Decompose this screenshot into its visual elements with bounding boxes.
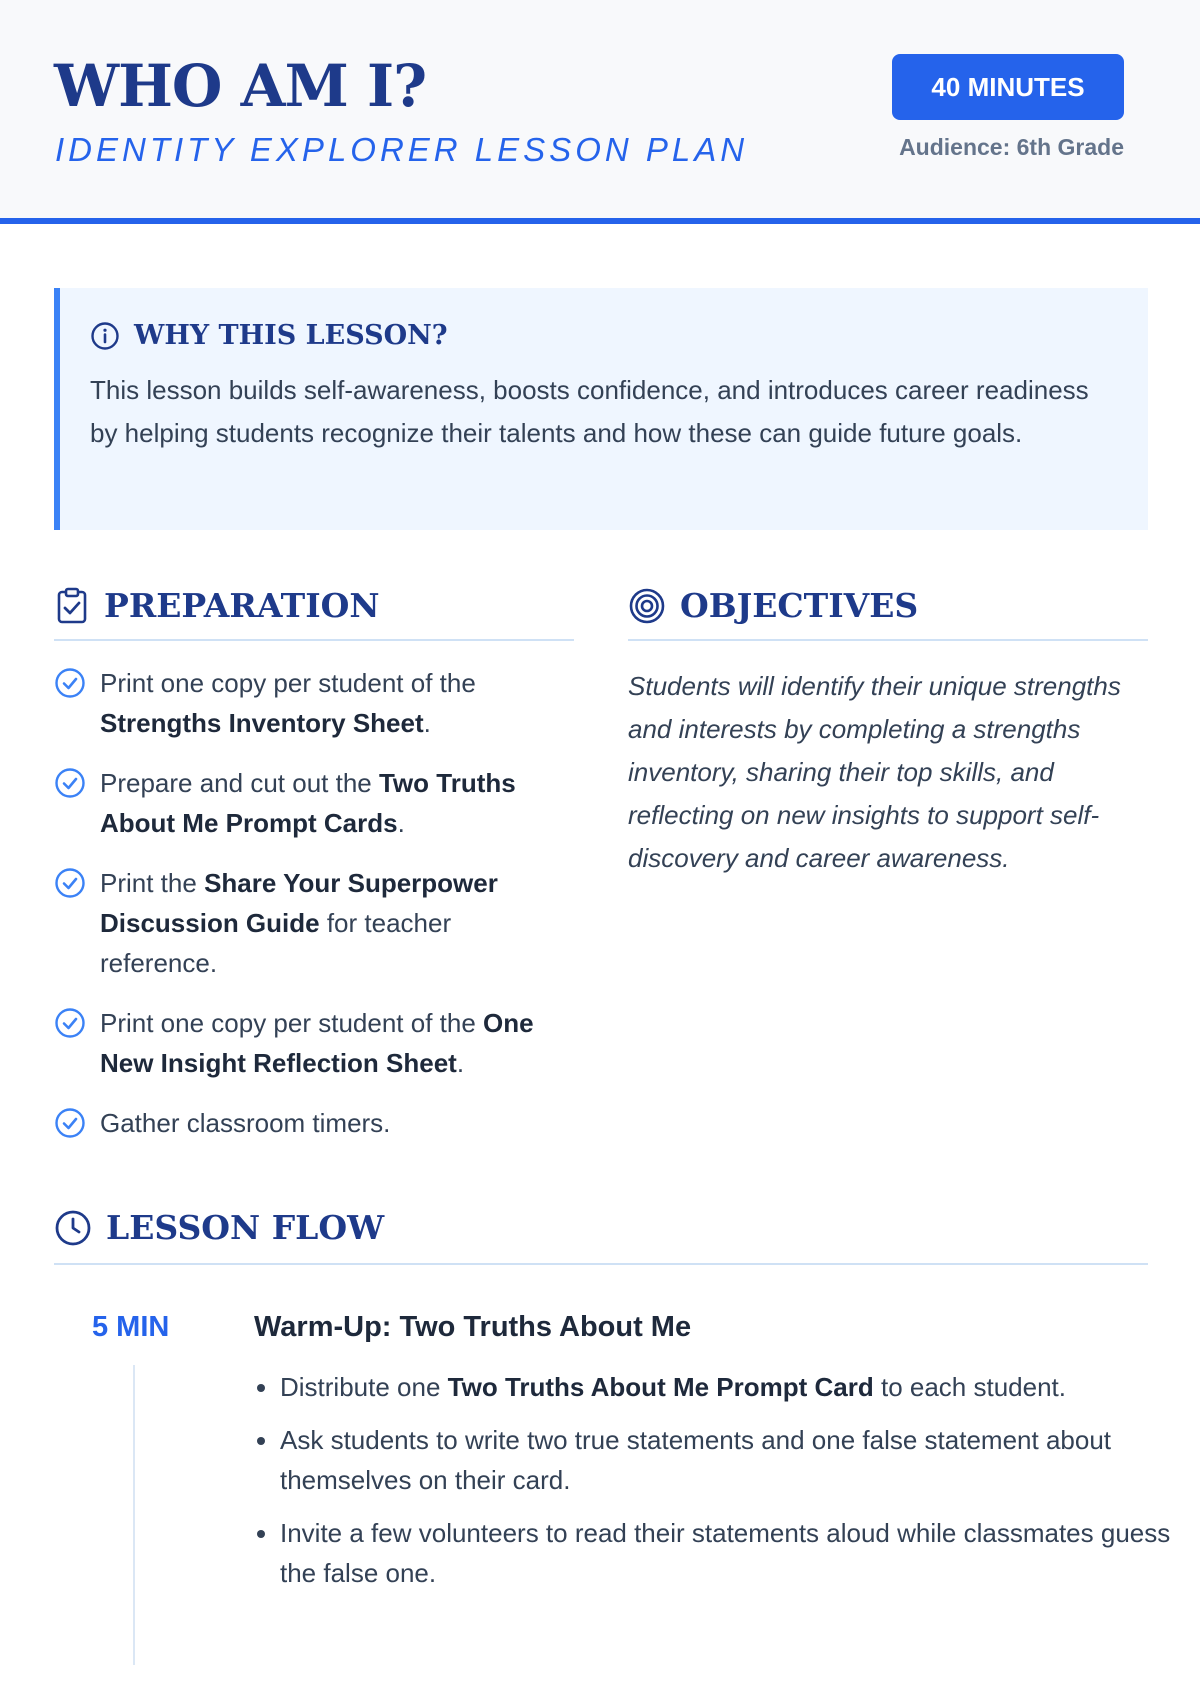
prep-item-text: Gather classroom timers. [100,1108,391,1138]
preparation-section [54,586,574,1163]
prep-item-text: Print one copy per student of the Strengths Inventory Sheet. [100,668,476,738]
lesson-flow-heading [54,1208,1148,1265]
check-circle-icon [54,767,86,799]
check-circle-icon [54,1107,86,1139]
step-title: Warm-Up: Two Truths About Me [254,1311,692,1343]
objectives-section [628,586,1148,880]
check-circle-icon [54,1007,86,1039]
check-circle-icon [54,667,86,699]
target-icon [628,587,666,625]
audience-label: Audience: 6th Grade [899,134,1124,160]
prep-item [54,763,574,843]
lesson-step [54,1295,1171,1695]
objectives-heading [628,586,1148,641]
prep-item [54,663,574,743]
prep-item [54,1003,574,1083]
page-header [0,0,1200,224]
duration-badge: 40 MINUTES [892,54,1124,120]
clipboard-check-icon [54,587,90,625]
prep-item-text: Print one copy per student of the One New Insight Reflection Sheet. [100,1008,534,1078]
preparation-heading [54,586,574,641]
prep-item [54,1103,574,1143]
step-bullet: • Ask students to write two true statements and one false statement about themselves on their card. [280,1420,1180,1500]
lesson-flow-heading-text: LESSON FLOW [106,1208,385,1247]
step-bullet: • Invite a few volunteers to read their statements aloud while classmates guess the false one. [280,1513,1180,1593]
timeline-line [133,1365,135,1665]
check-circle-icon [54,867,86,899]
step-bullet: • Distribute one Two Truths About Me Prompt Card to each student. [280,1367,1180,1407]
preparation-list [54,663,574,1143]
page-title: WHO AM I? [54,52,427,120]
info-icon [90,321,120,351]
clock-icon [54,1209,92,1247]
why-callout [54,288,1148,530]
step-time: 5 MIN [92,1311,170,1343]
why-heading [90,320,1118,351]
lesson-flow-section [54,1208,1171,1695]
step-bullet-list [254,1367,1180,1606]
why-text: This lesson builds self-awareness, boosts confidence, and introduces career readiness by helping students recognize their talents and how these can guide future goals. [90,375,1089,448]
page-subtitle: IDENTITY EXPLORER LESSON PLAN [55,131,749,168]
prep-item [54,863,574,983]
prep-item-text: Print the Share Your Superpower Discussion Guide for teacher reference. [100,868,498,978]
prep-item-text: Prepare and cut out the Two Truths About Me Prompt Cards. [100,768,516,838]
preparation-heading-text: PREPARATION [104,586,380,625]
objectives-heading-text: OBJECTIVES [680,586,919,625]
why-heading-text: WHY THIS LESSON? [134,320,448,351]
objectives-text: Students will identify their unique strengths and interests by completing a strengths inventory, sharing their top skills, and reflecting on new insights to support self-discovery and career awareness. [628,671,1121,873]
